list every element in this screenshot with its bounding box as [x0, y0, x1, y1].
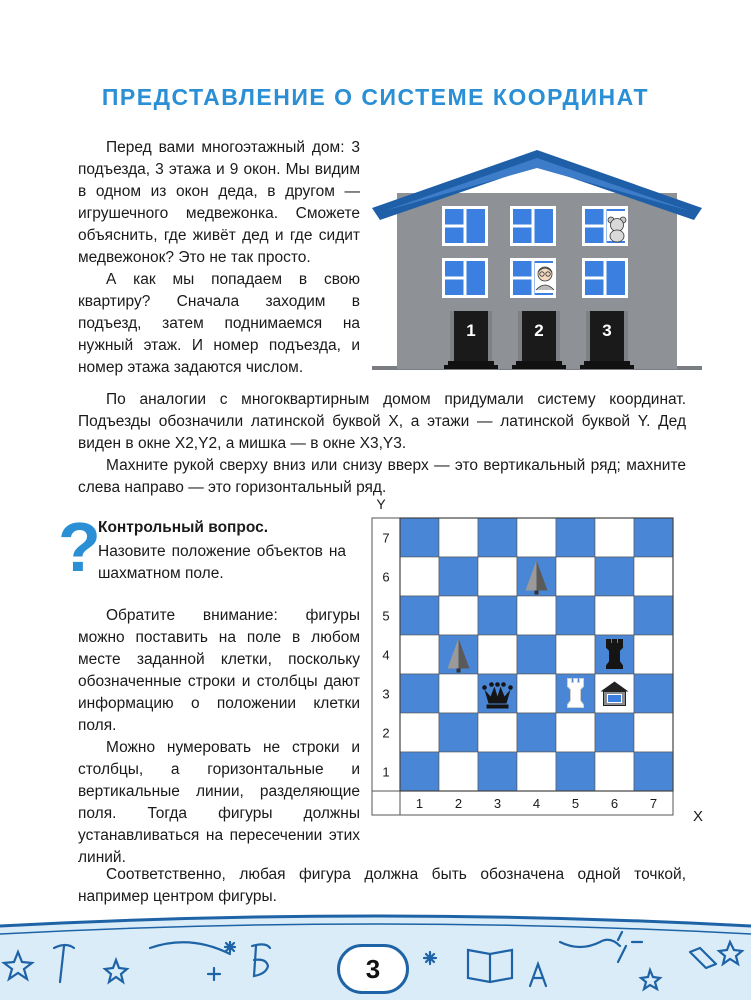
- board-cell: [595, 752, 634, 791]
- house-illustration: [372, 148, 702, 378]
- snowflake-icon: [424, 952, 436, 964]
- house-window: [582, 206, 628, 246]
- house-window: [442, 206, 488, 246]
- grandpa-icon: [535, 263, 555, 293]
- entrance-number: 2: [534, 321, 544, 340]
- bear-icon: [607, 211, 627, 242]
- board-cell: [439, 674, 478, 713]
- board-cell: [439, 752, 478, 791]
- entrance-number: 1: [466, 321, 476, 340]
- board-cell: [478, 635, 517, 674]
- house-door: [444, 311, 498, 369]
- house-door: [580, 311, 634, 369]
- intro-paragraph-2: А как мы попадаем в свою квартиру? Сначала заходим в подъезд, затем поднимаемся на нужный этаж. И номер подъезда, и номер этажа задаются числом.: [78, 271, 360, 376]
- board-cell: [634, 752, 673, 791]
- y-tick-label: 3: [382, 686, 390, 702]
- page-number: 3: [337, 944, 409, 994]
- board-cell: [556, 713, 595, 752]
- y-tick-label: 4: [382, 647, 390, 663]
- board-cell: [517, 518, 556, 557]
- conclusion-block: [78, 864, 686, 908]
- board-cell: [556, 635, 595, 674]
- board-cell: [517, 713, 556, 752]
- board-cell: [556, 557, 595, 596]
- y-tick-label: 5: [382, 608, 390, 624]
- board-cell: [634, 557, 673, 596]
- chess-board: [360, 496, 710, 832]
- board-cell: [400, 635, 439, 674]
- house-doors: [444, 311, 634, 369]
- board-cell: [634, 518, 673, 557]
- analogy-block: [78, 389, 686, 499]
- x-tick-label: 4: [532, 796, 541, 811]
- board-cell: [478, 557, 517, 596]
- attention-paragraph-2: Можно нумеровать не строки и столбцы, а горизонтальные и вертикальные линии, разделяющие поля. Тогда фигуры должны устанавливаться на пересечении этих линий.: [78, 739, 360, 866]
- y-tick-label: 6: [382, 569, 390, 585]
- analogy-paragraph-2: Махните рукой сверху вниз или снизу вверх — это вертикальный ряд; махните слева направо — это горизонтальный ряд.: [78, 457, 686, 496]
- board-cell: [634, 635, 673, 674]
- board-cell: [478, 713, 517, 752]
- board-cell: [400, 596, 439, 635]
- x-tick-label: 6: [610, 796, 619, 811]
- attention-paragraph-1: Обратите внимание: фигуры можно поставить на поле в любом месте заданной клетки, поскольку обозначенные строки и столбцы дают информацию о положении клетки поля.: [78, 607, 360, 734]
- board-cell: [400, 752, 439, 791]
- entrance-number: 3: [602, 321, 612, 340]
- y-axis-label: Y: [376, 496, 386, 512]
- control-question-title: Контрольный вопрос.: [98, 519, 269, 536]
- board-cell: [556, 518, 595, 557]
- board-cell: [556, 596, 595, 635]
- board-cell: [634, 674, 673, 713]
- board-cell: [400, 713, 439, 752]
- board-cell: [400, 518, 439, 557]
- board-cell: [517, 674, 556, 713]
- sparkle-icon: [225, 942, 235, 952]
- x-axis-label: X: [692, 808, 704, 825]
- board-cell: [400, 557, 439, 596]
- board-cell: [595, 713, 634, 752]
- board-cells: [372, 518, 673, 815]
- board-cell: [400, 674, 439, 713]
- attention-block: [78, 605, 360, 869]
- board-cell: [439, 596, 478, 635]
- conclusion-paragraph: Соответственно, любая фигура должна быть обозначена одной точкой, например центром фигуры.: [78, 866, 686, 905]
- house-door: [512, 311, 566, 369]
- analogy-paragraph-1: По аналогии с многоквартирным домом придумали систему координат. Подъезды обозначили латинской буквой X, а этажи — латинской буквой Y. Дед виден в окне X2,Y2, а мишка — в окне X3,Y3.: [78, 391, 686, 452]
- x-tick-label: 1: [415, 796, 424, 811]
- board-cell: [439, 518, 478, 557]
- house-window: [510, 206, 556, 246]
- control-question-text: Назовите положение объектов на шахматном поле.: [98, 543, 346, 582]
- board-cell: [634, 713, 673, 752]
- y-tick-label: 2: [382, 725, 390, 741]
- board-cell: [478, 518, 517, 557]
- x-tick-label: 5: [571, 796, 580, 811]
- x-tick-label: 3: [493, 796, 502, 811]
- board-cell: [478, 752, 517, 791]
- board-cell: [634, 596, 673, 635]
- x-tick-label: 2: [454, 796, 463, 811]
- y-tick-label: 1: [382, 764, 390, 780]
- board-cell: [556, 752, 595, 791]
- board-cell: [595, 557, 634, 596]
- intro-paragraph-1: Перед вами многоэтажный дом: 3 подъезда, 3 этажа и 9 окон. Мы видим в одном из окон деда, в другом — игрушечного медвежонка. Сможете объяснить, где живёт дед и где сидит медвежонок? Это не так просто.: [78, 139, 360, 266]
- question-mark-icon: ?: [58, 508, 101, 586]
- x-tick-label: 7: [649, 796, 658, 811]
- board-cell: [517, 752, 556, 791]
- house-icon: [600, 681, 630, 709]
- house-window: [510, 258, 556, 298]
- board-cell: [595, 518, 634, 557]
- intro-block: [78, 137, 360, 379]
- house-window: [582, 258, 628, 298]
- board-cell: [439, 557, 478, 596]
- board-cell: [517, 635, 556, 674]
- y-tick-label: 7: [382, 530, 390, 546]
- house-window: [442, 258, 488, 298]
- board-cell: [439, 713, 478, 752]
- page-title: ПРЕДСТАВЛЕНИЕ О СИСТЕМЕ КООРДИНАТ: [101, 84, 650, 110]
- board-cell: [478, 596, 517, 635]
- board-cell: [517, 596, 556, 635]
- board-cell: [595, 596, 634, 635]
